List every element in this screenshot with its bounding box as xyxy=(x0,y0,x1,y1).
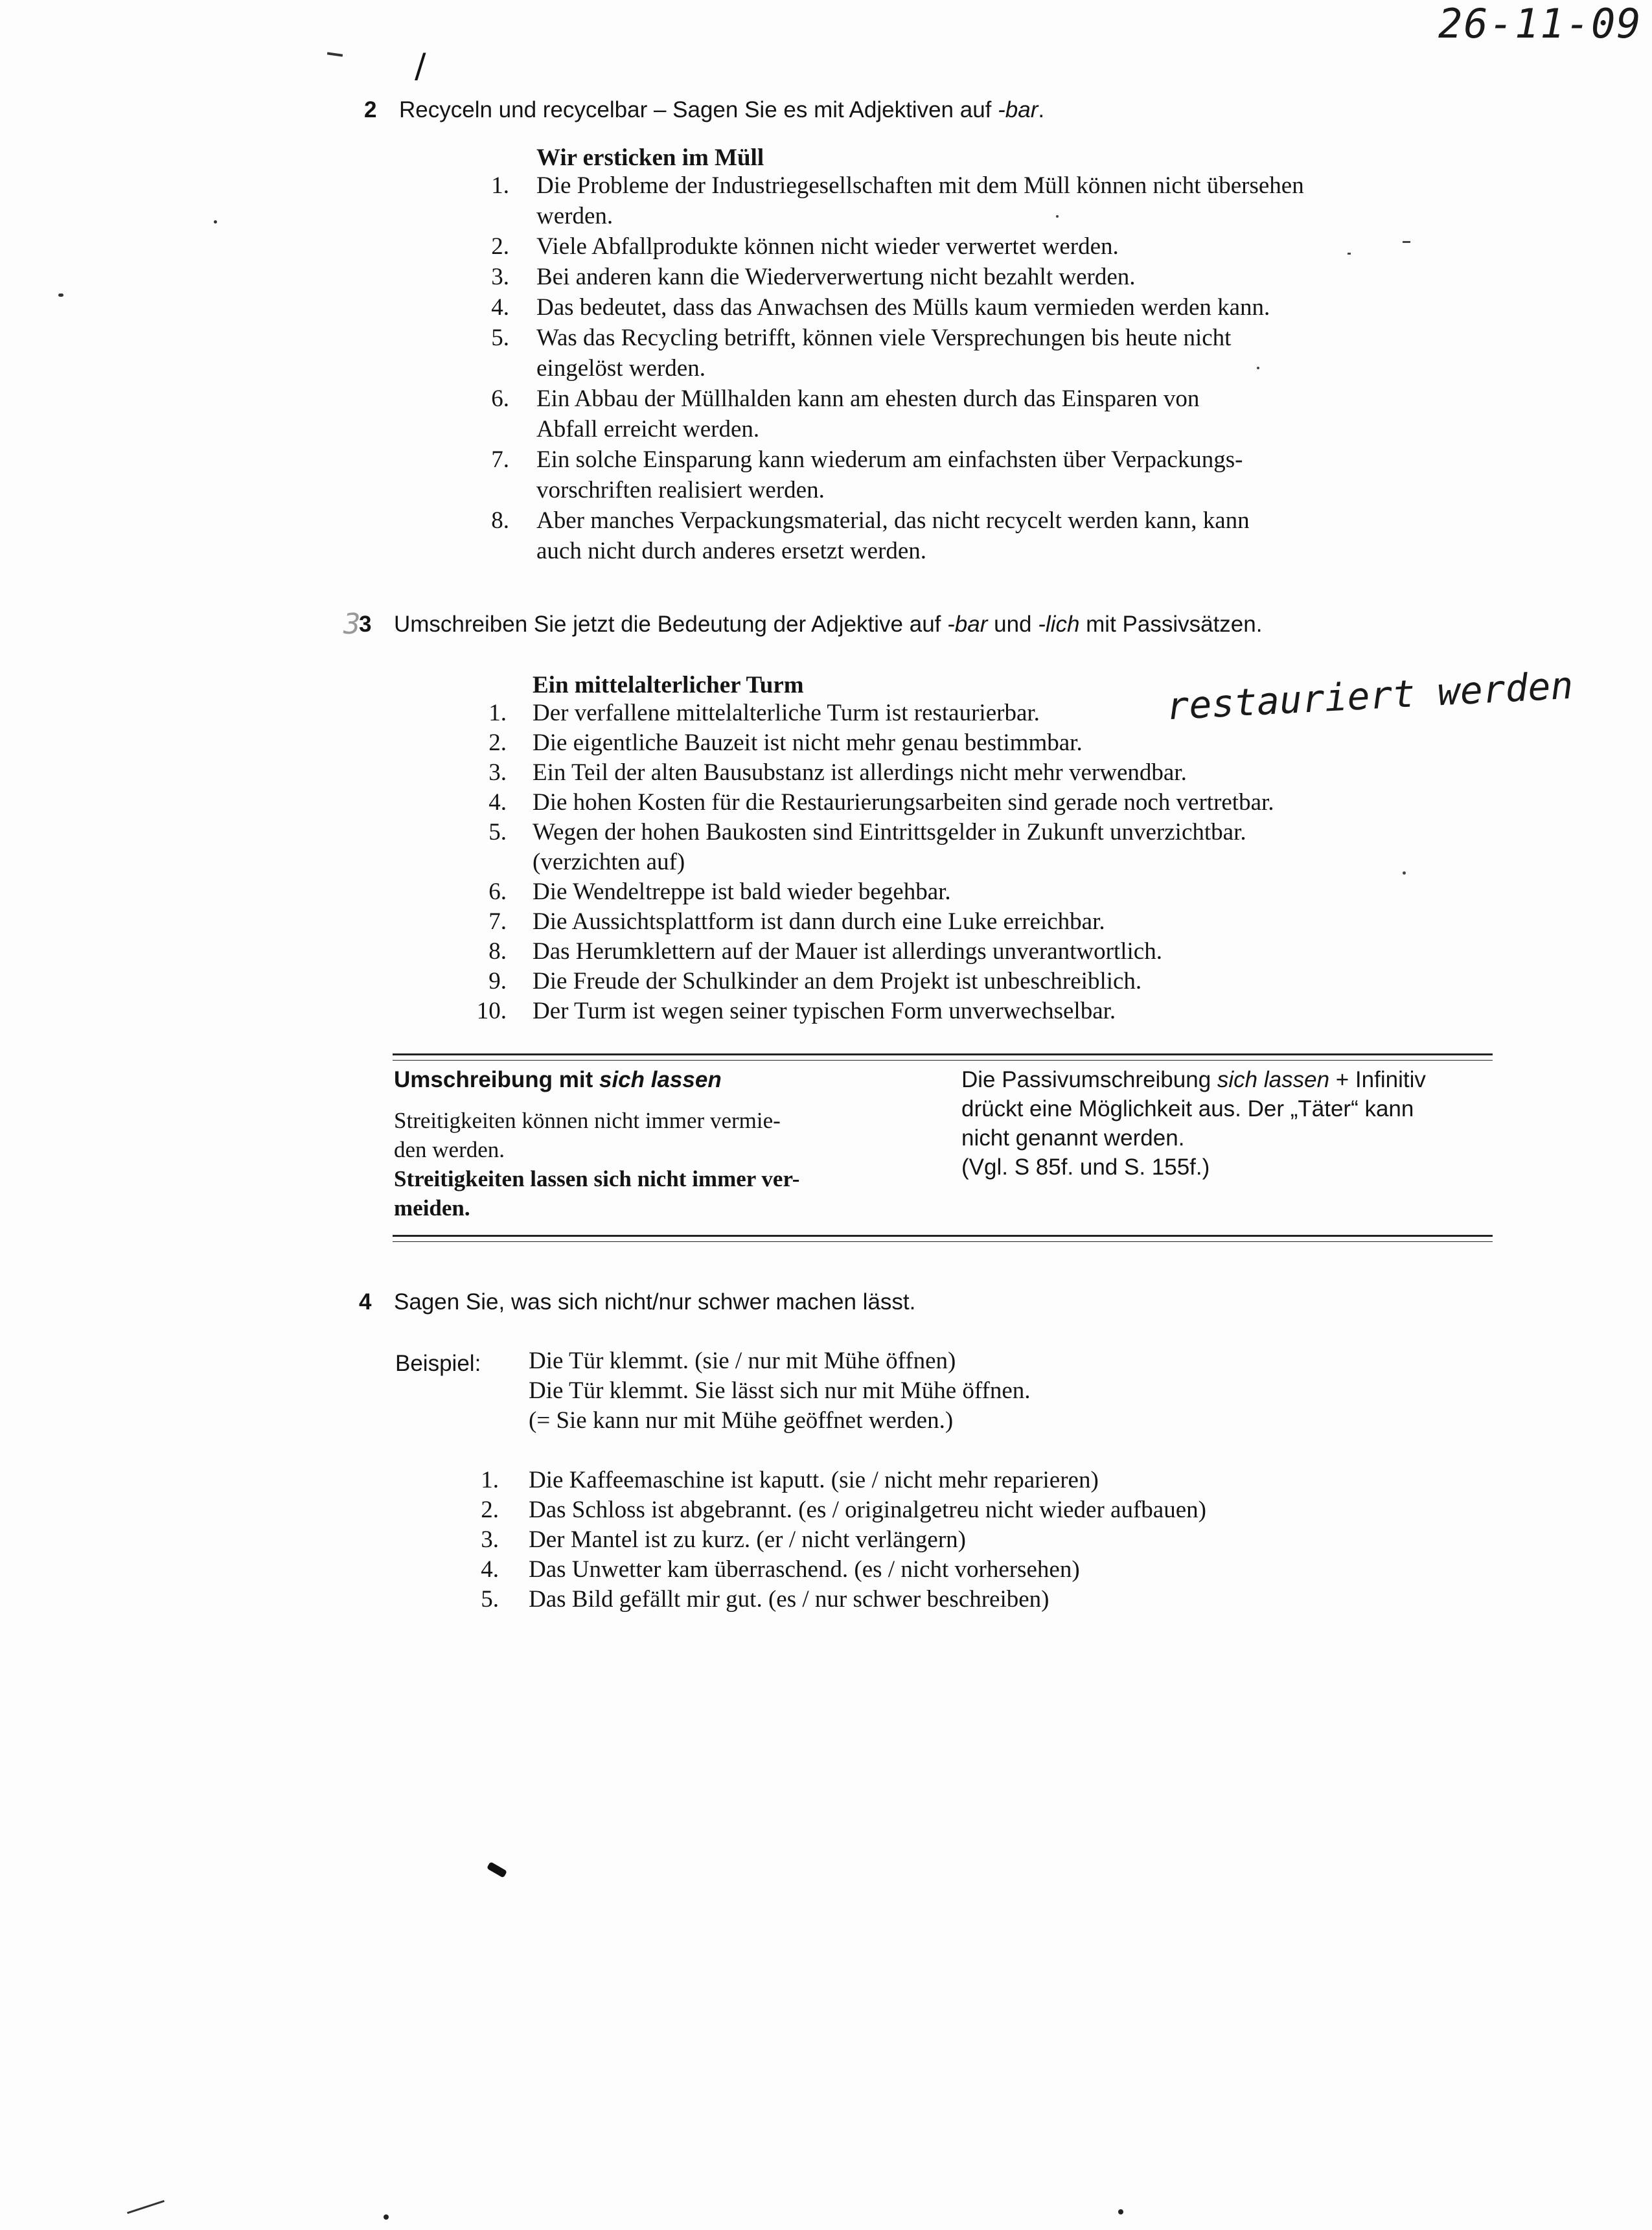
item-number: 1. xyxy=(491,172,509,199)
item-text-line: auch nicht durch anderes ersetzt werden. xyxy=(536,538,926,564)
item-text-line: Die hohen Kosten für die Restaurierungsarbeiten sind gerade noch vertretbar. xyxy=(533,789,1274,816)
item-text-line: Aber manches Verpackungsmaterial, das nicht recycelt werden kann, kann xyxy=(536,507,1250,534)
item-number: 3. xyxy=(488,759,507,786)
item-text-line: Der verfallene mittelalterliche Turm ist restaurierbar. xyxy=(533,700,1040,726)
item-text-line: Was das Recycling betrifft, können viele Versprechungen bis heute nicht xyxy=(536,325,1232,351)
item-number: 1. xyxy=(488,700,507,726)
ink-smudge xyxy=(487,1861,507,1878)
ink-dot xyxy=(384,2214,389,2220)
item-number: 8. xyxy=(488,938,507,965)
grammar-box-right xyxy=(961,1065,1499,1182)
item-number: 4. xyxy=(488,789,507,816)
ink-dot xyxy=(1403,241,1410,243)
item-text-line: Das Unwetter kam überraschend. (es / nicht vorhersehen) xyxy=(529,1556,1080,1583)
item-number: 7. xyxy=(488,908,507,935)
item-number: 5. xyxy=(481,1586,499,1613)
ink-dot xyxy=(214,220,217,224)
ink-dot xyxy=(1257,367,1259,369)
item-number: 2. xyxy=(491,233,509,260)
item-text-line: Die Wendeltreppe ist bald wieder begehbar. xyxy=(533,879,951,905)
item-text-line: Bei anderen kann die Wiederverwertung nicht bezahlt werden. xyxy=(536,264,1136,290)
item-number: 6. xyxy=(491,385,509,412)
item-text-line: Die Probleme der Industriegesellschaften mit dem Müll können nicht übersehen xyxy=(536,172,1304,199)
handwritten-date: 26-11-09 xyxy=(1438,0,1642,47)
grammar-box-title: Umschreibung mit sich lassen xyxy=(394,1067,722,1092)
example-line: Die Tür klemmt. Sie lässt sich nur mit Mühe öffnen. xyxy=(529,1377,1031,1404)
ink-dot xyxy=(1348,253,1351,255)
box-bottom-rule-thin xyxy=(393,1241,1493,1242)
pencil-dash-mark xyxy=(327,52,343,56)
item-number: 4. xyxy=(481,1556,499,1583)
exercise-2-heading: 2 Recyceln und recycelbar – Sagen Sie es mit Adjektiven auf -bar. xyxy=(364,97,1045,122)
item-text-line: Die Freude der Schulkinder an dem Projekt ist unbeschreiblich. xyxy=(533,968,1142,994)
pen-stroke xyxy=(127,2200,165,2214)
ink-dot xyxy=(1056,215,1059,218)
handwritten-note: restauriert werden xyxy=(1165,663,1574,729)
grammar-box-left xyxy=(394,1065,932,1223)
grammar-example-line: meiden. xyxy=(394,1195,470,1221)
margin-pencil-mark: 3 xyxy=(343,608,361,641)
grammar-example-line: Streitigkeiten lassen sich nicht immer ver- xyxy=(394,1166,800,1191)
item-text-line: Ein Abbau der Müllhalden kann am ehesten durch das Einsparen von xyxy=(536,385,1200,412)
ink-dot xyxy=(1118,2209,1123,2214)
item-text-line: Die Aussichtsplattform ist dann durch eine Luke erreichbar. xyxy=(533,908,1105,935)
item-text-line: Die eigentliche Bauzeit ist nicht mehr genau bestimmbar. xyxy=(533,730,1083,756)
ink-dot xyxy=(1403,871,1406,875)
item-number: 9. xyxy=(488,968,507,994)
item-text-line: Der Mantel ist zu kurz. (er / nicht verlängern) xyxy=(529,1526,966,1553)
item-text-line: (verzichten auf) xyxy=(533,849,685,875)
exercise-4-heading: 4 Sagen Sie, was sich nicht/nur schwer machen lässt. xyxy=(359,1289,916,1315)
item-text-line: Das Herumklettern auf der Mauer ist allerdings unverantwortlich. xyxy=(533,938,1162,965)
item-text-line: Wegen der hohen Baukosten sind Eintrittsgelder in Zukunft unverzichtbar. xyxy=(533,819,1246,845)
item-number: 10. xyxy=(476,998,507,1024)
item-number: 5. xyxy=(488,819,507,845)
item-text-line: Das Bild gefällt mir gut. (es / nur schwer beschreiben) xyxy=(529,1586,1050,1613)
item-text-line: werden. xyxy=(536,203,614,229)
item-number: 3. xyxy=(481,1526,499,1553)
exercise-2-title: Wir ersticken im Müll xyxy=(536,144,764,171)
item-text-line: Viele Abfallprodukte können nicht wieder verwertet werden. xyxy=(536,233,1119,260)
item-number: 6. xyxy=(488,879,507,905)
exercise-number: 3 xyxy=(359,612,372,637)
item-text-line: Der Turm ist wegen seiner typischen Form unverwechselbar. xyxy=(533,998,1116,1024)
item-text-line: Das bedeutet, dass das Anwachsen des Mülls kaum vermieden werden kann. xyxy=(536,294,1270,321)
grammar-explanation-line: nicht genannt werden. xyxy=(961,1125,1185,1151)
box-bottom-rule xyxy=(393,1235,1493,1237)
grammar-explanation-line: (Vgl. S 85f. und S. 155f.) xyxy=(961,1155,1210,1180)
item-text-line: Das Schloss ist abgebrannt. (es / originalgetreu nicht wieder aufbauen) xyxy=(529,1497,1206,1523)
box-top-rule xyxy=(393,1053,1493,1055)
item-number: 2. xyxy=(488,730,507,756)
grammar-explanation-line: drückt eine Möglichkeit aus. Der „Täter“ kann xyxy=(961,1096,1414,1121)
item-number: 1. xyxy=(481,1467,499,1493)
item-text-line: eingelöst werden. xyxy=(536,355,706,382)
example-line: Die Tür klemmt. (sie / nur mit Mühe öffnen) xyxy=(529,1348,956,1374)
example-label: Beispiel: xyxy=(395,1351,481,1376)
ink-dot xyxy=(58,293,63,297)
exercise-number: 4 xyxy=(359,1289,372,1315)
item-text-line: Ein solche Einsparung kann wiederum am einfachsten über Verpackungs- xyxy=(536,446,1243,473)
item-text-line: vorschriften realisiert werden. xyxy=(536,477,825,503)
grammar-example-line: Streitigkeiten können nicht immer vermie- xyxy=(394,1108,781,1133)
item-number: 7. xyxy=(491,446,509,473)
item-text-line: Ein Teil der alten Bausubstanz ist allerdings nicht mehr verwendbar. xyxy=(533,759,1187,786)
pencil-slash-mark: / xyxy=(415,47,426,86)
item-number: 5. xyxy=(491,325,509,351)
item-text-line: Abfall erreicht werden. xyxy=(536,416,760,443)
exercise-3-heading: 3 Umschreiben Sie jetzt die Bedeutung der Adjektive auf -bar und -lich mit Passivsätzen. xyxy=(359,612,1263,637)
item-number: 4. xyxy=(491,294,509,321)
example-line: (= Sie kann nur mit Mühe geöffnet werden.) xyxy=(529,1407,954,1434)
exercise-number: 2 xyxy=(364,97,377,122)
grammar-explanation-line: Die Passivumschreibung sich lassen + Infinitiv xyxy=(961,1067,1426,1092)
item-number: 2. xyxy=(481,1497,499,1523)
box-top-rule-thin xyxy=(393,1060,1493,1061)
item-number: 3. xyxy=(491,264,509,290)
item-text-line: Die Kaffeemaschine ist kaputt. (sie / nicht mehr reparieren) xyxy=(529,1467,1099,1493)
grammar-example-line: den werden. xyxy=(394,1137,505,1162)
item-number: 8. xyxy=(491,507,509,534)
exercise-3-title: Ein mittelalterlicher Turm xyxy=(533,672,804,698)
